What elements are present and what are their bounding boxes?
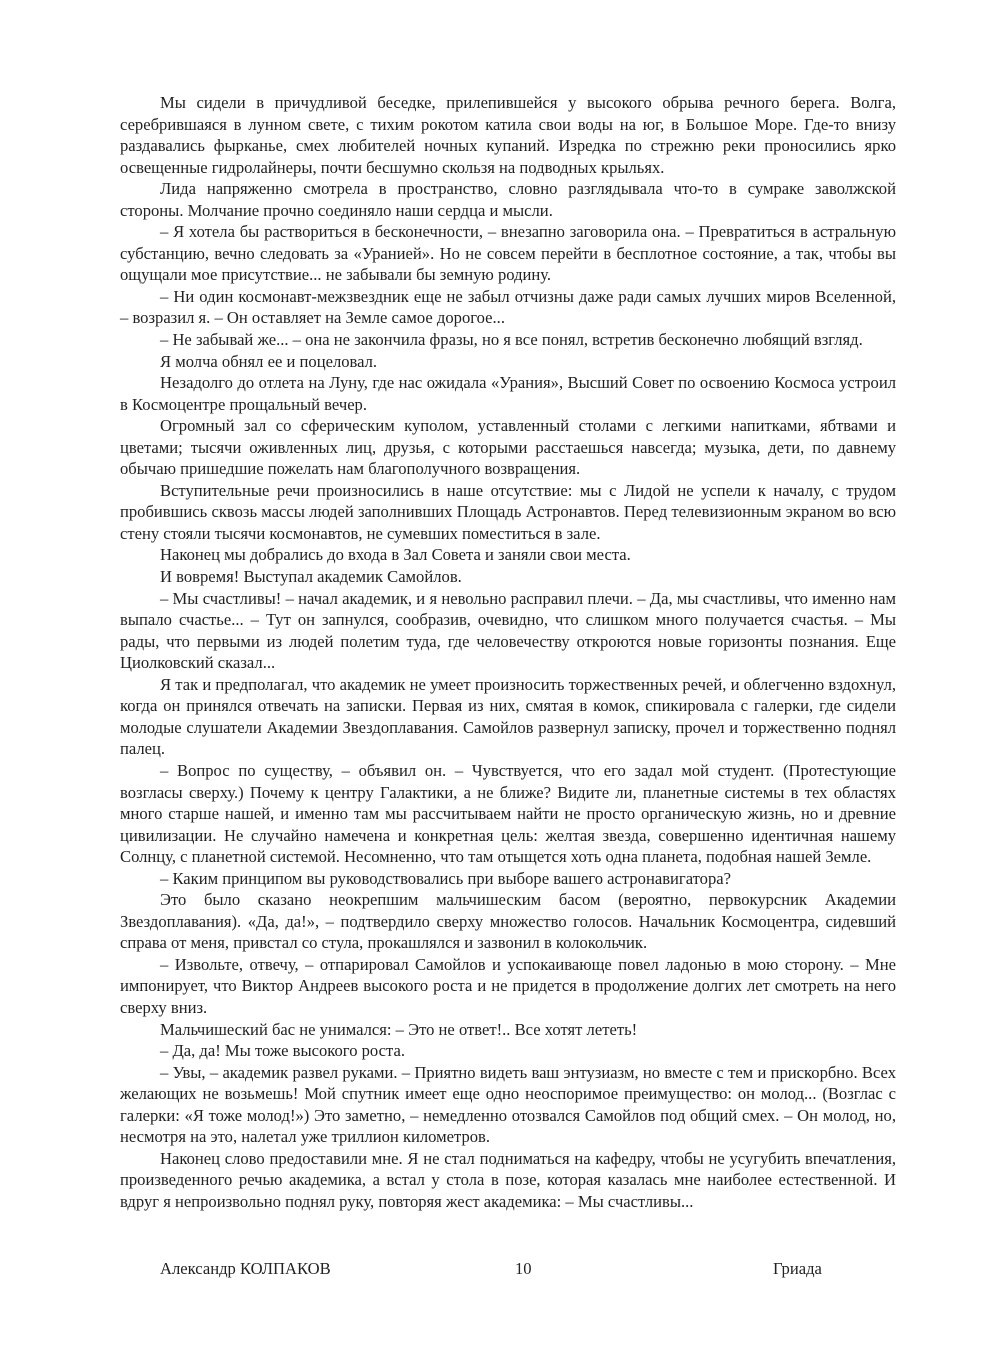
body-text — [120, 92, 896, 1212]
paragraph: Незадолго до отлета на Луну, где нас ожидала «Урания», Высший Совет по освоению Космоса устроил в Космоцентре прощальный вечер. — [120, 373, 896, 414]
paragraph: Я так и предполагал, что академик не умеет произносить торжественных речей, и облегченно вздохнул, когда он принялся отвечать на записки. Первая из них, смятая в комок, спикировала с галерки, где сидели молодые слушатели Академии Звездоплавания. Самойлов развернул записку, прочел и торжественно поднял палец. — [120, 674, 896, 759]
paragraph: И вовремя! Выступал академик Самойлов. — [160, 567, 462, 587]
paragraph: – Каким принципом вы руководствовались при выборе вашего астронавигатора? — [160, 868, 732, 888]
paragraph: Огромный зал со сферическим куполом, уставленный столами с легкими напитками, ябтвами и цветами; тысячи оживленных лиц, друзья, с которыми расстаешься навсегда; музыка, дети, по давнему обычаю пришедшие пожелать нам благополучного возвращения. — [120, 416, 896, 479]
paragraph: – Мы счастливы! – начал академик, и я невольно расправил плечи. – Да, мы счастливы, что именно нам выпало счастье... – Тут он запнулся, сообразив, очевидно, что слишком много получается счастья. – Мы рады, что первыми из людей полетим туда, где человечеству откроются новые горизонты познания. Еще Циолковский сказал... — [120, 588, 896, 673]
paragraph: – Да, да! Мы тоже высокого роста. — [160, 1041, 405, 1061]
paragraph: Наконец слово предоставили мне. Я не стал подниматься на кафедру, чтобы не усугубить впечатления, произведенного речью академика, а встал у стола в позе, которая казалась мне наиболее естественной. И вдруг я непроизвольно поднял руку, повторяя жест академика: – Мы счастливы... — [120, 1148, 896, 1211]
paragraph: Это было сказано неокрепшим мальчишеским басом (вероятно, первокурсник Академии Звездоплавания). «Да, да!», – подтвердило сверху множество голосов. Начальник Космоцентра, сидевший справа от меня, привстал со стула, прокашлялся и зазвонил в колокольчик. — [120, 890, 896, 953]
footer-author: Александр КОЛПАКОВ — [160, 1259, 331, 1278]
paragraph: Лида напряженно смотрела в пространство, словно разглядывала что-то в сумраке заволжской стороны. Молчание прочно соединяло наши сердца и мысли. — [120, 179, 896, 220]
page-footer — [0, 1259, 1000, 1283]
paragraph: Вступительные речи произносились в наше отсутствие: мы с Лидой не успели к началу, с трудом пробившись сквозь массы людей заполнивших Площадь Астронавтов. Перед телевизионным экраном во всю стену стояли тысячи космонавтов, не сумевших поместиться в зале. — [120, 480, 896, 543]
paragraph: – Вопрос по существу, – объявил он. – Чувствуется, что его задал мой студент. (Протестующие возгласы сверху.) Почему к центру Галактики, а не ближе? Видите ли, планетные системы в тех областях много старше нашей, и именно там мы рассчитываем найти не просто органическую жизнь, но и древние цивилизации. Не случайно намечена и конкретная цель: желтая звезда, совершенно идентичная нашему Солнцу, с планетной системой. Несомненно, что там отыщется хоть одна планета, подобная нашей Земле. — [120, 760, 896, 867]
paragraph: – Ни один космонавт-межзвездник еще не забыл отчизны даже ради самых лучших миров Вселенной, – возразил я. – Он оставляет на Земле самое дорогое... — [120, 286, 896, 328]
footer-magazine: Гриада — [773, 1259, 822, 1278]
paragraph: Я молча обнял ее и поцеловал. — [160, 351, 378, 371]
paragraph: – Не забывай же... – она не закончила фразы, но я все понял, встретив бесконечно любящий взгляд. — [160, 330, 863, 350]
paragraph: Наконец мы добрались до входа в Зал Совета и заняли свои места. — [160, 545, 631, 565]
paragraph: – Я хотела бы раствориться в бесконечности, – внезапно заговорила она. – Превратиться в астральную субстанцию, вечно следовать за «Уранией». Но не совсем перейти в бесплотное состояние, а так, чтобы вы ощущали мое присутствие... не забывали бы земную родину. — [120, 222, 896, 285]
paragraph: – Увы, – академик развел руками. – Приятно видеть ваш энтузиазм, но вместе с тем и прискорбно. Всех желающих не возьмешь! Мой спутник имеет еще одно неоспоримое преимущество: он молод... (Возглас с галерки: «Я тоже молод!») Это заметно, – немедленно отозвался Самойлов под общий смех. – Он молод, но, несмотря на это, налетал уже триллион километров. — [120, 1062, 896, 1147]
page-number: 10 — [515, 1259, 532, 1278]
paragraph: – Извольте, отвечу, – отпарировал Самойлов и успокаивающе повел ладонью в мою сторону. – Мне импонирует, что Виктор Андреев высокого роста и не придется в продолжение долгих лет смотреть на него сверху вниз. — [120, 954, 896, 1017]
paragraph: Мальчишеский бас не унимался: – Это не ответ!.. Все хотят лететь! — [160, 1019, 638, 1039]
paragraph: Мы сидели в причудливой беседке, прилепившейся у высокого обрыва речного берега. Волга, серебрившаяся в лунном свете, с тихим рокотом катила свои воды на юг, в Большое Море. Где-то внизу раздавались фырканье, смех любителей ночных купаний. Изредка по стрежню реки проносились ярко освещенные гидролайнеры, почти бесшумно скользя на подводных крыльях. — [120, 93, 896, 177]
